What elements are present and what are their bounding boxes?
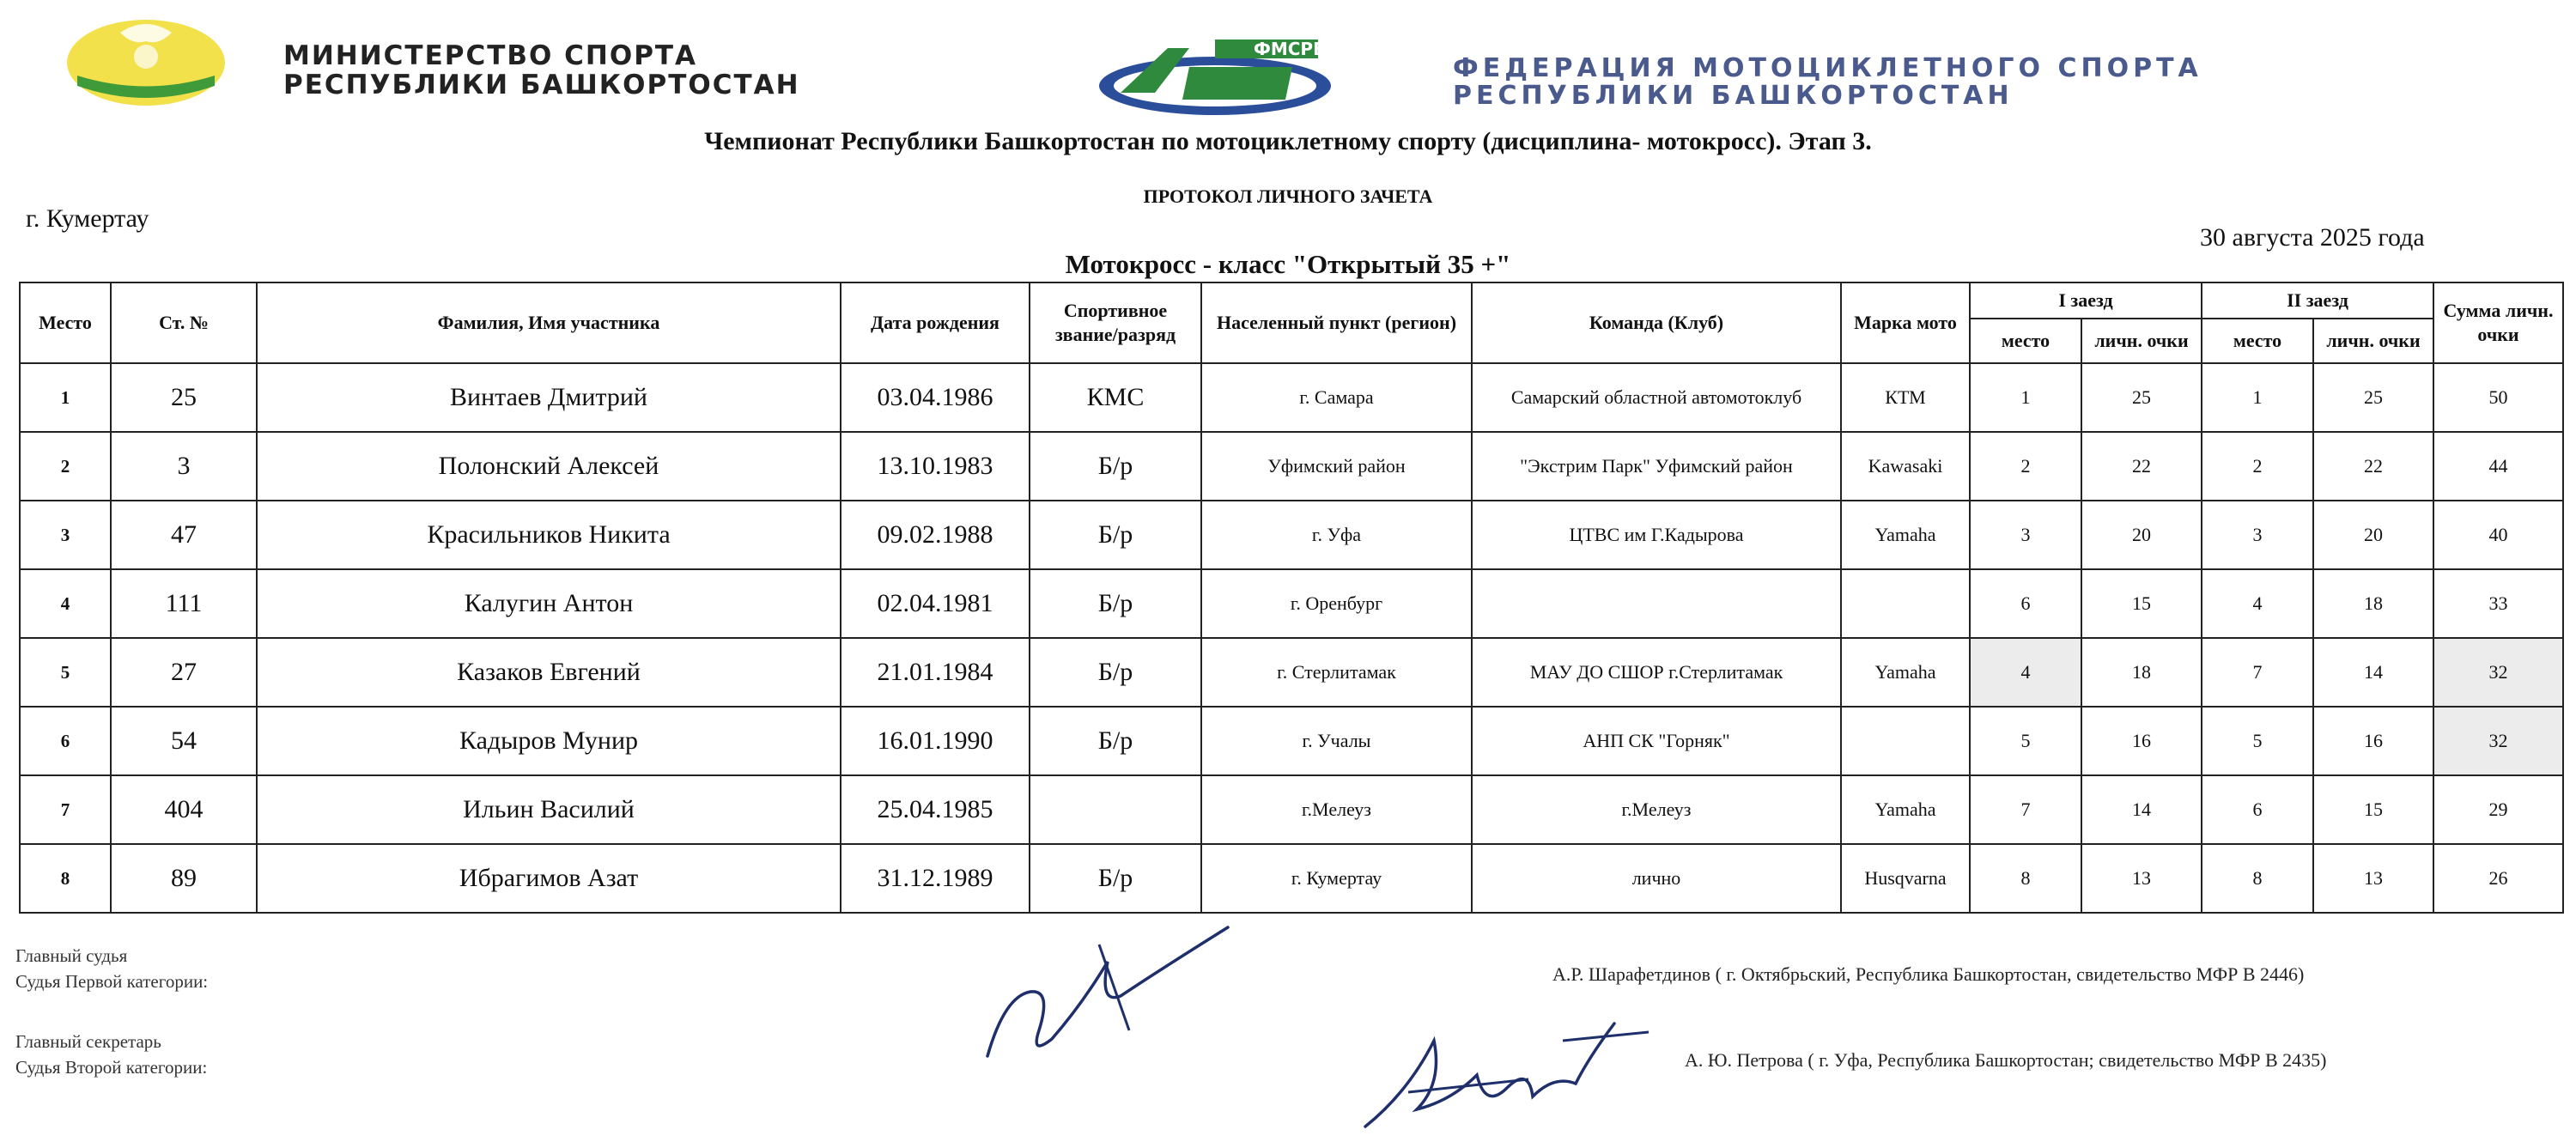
header-race-2-points: личн. очки	[2313, 319, 2433, 363]
event-city: г. Кумертау	[26, 204, 149, 233]
header-team: Команда (Клуб)	[1472, 282, 1841, 363]
table-row	[20, 844, 2563, 913]
cell-birth-date: 25.04.1985	[841, 775, 1030, 844]
cell-place: 7	[20, 775, 111, 844]
cell-brand	[1841, 569, 1970, 638]
cell-race-1-place: 4	[1970, 638, 2081, 707]
cell-place: 4	[20, 569, 111, 638]
header-place: Место	[20, 282, 111, 363]
cell-rank: Б/р	[1030, 432, 1201, 501]
header-race-1: I заезд	[1970, 282, 2202, 319]
cell-rank	[1030, 775, 1201, 844]
cell-team	[1472, 569, 1841, 638]
federation-logo	[1086, 33, 1335, 118]
cell-place: 2	[20, 432, 111, 501]
cell-rank: Б/р	[1030, 501, 1201, 569]
cell-locality: г. Учалы	[1201, 707, 1472, 775]
cell-name: Ибрагимов Азат	[257, 844, 841, 913]
cell-locality: г. Кумертау	[1201, 844, 1472, 913]
cell-total: 26	[2433, 844, 2563, 913]
table-row	[20, 432, 2563, 501]
header-race-1-place: место	[1970, 319, 2081, 363]
cell-race-1-points: 25	[2081, 363, 2202, 432]
federation-line-1: ФЕДЕРАЦИЯ МОТОЦИКЛЕТНОГО СПОРТА	[1453, 53, 2202, 83]
cell-place: 5	[20, 638, 111, 707]
cell-race-1-place: 3	[1970, 501, 2081, 569]
cell-start-number: 89	[111, 844, 257, 913]
secretary-name: А. Ю. Петрова ( г. Уфа, Республика Башкортостан; свидетельство МФР В 2435)	[1685, 1049, 2327, 1071]
cell-locality: Уфимский район	[1201, 432, 1472, 501]
cell-race-2-place: 8	[2202, 844, 2313, 913]
header-race-1-points: личн. очки	[2081, 319, 2202, 363]
cell-race-2-place: 2	[2202, 432, 2313, 501]
chief-judge-name: А.Р. Шарафетдинов ( г. Октябрьский, Республика Башкортостан, свидетельство МФР В 2446)	[1552, 963, 2305, 985]
cell-race-1-points: 20	[2081, 501, 2202, 569]
cell-name: Полонский Алексей	[257, 432, 841, 501]
table-row	[20, 569, 2563, 638]
cell-place: 3	[20, 501, 111, 569]
cell-race-1-place: 5	[1970, 707, 2081, 775]
cell-birth-date: 31.12.1989	[841, 844, 1030, 913]
cell-total: 29	[2433, 775, 2563, 844]
chief-judge-signature	[970, 910, 1245, 1073]
federation-line-2: РЕСПУБЛИКИ БАШКОРТОСТАН	[1453, 81, 2014, 111]
header-brand: Марка мото	[1841, 282, 1970, 363]
cell-race-2-place: 4	[2202, 569, 2313, 638]
cell-place: 8	[20, 844, 111, 913]
cell-race-1-place: 2	[1970, 432, 2081, 501]
ministry-title	[283, 41, 800, 100]
cell-race-1-points: 16	[2081, 707, 2202, 775]
header-name: Фамилия, Имя участника	[257, 282, 841, 363]
federation-title	[1453, 55, 2202, 110]
cell-name: Красильников Никита	[257, 501, 841, 569]
cell-total: 40	[2433, 501, 2563, 569]
cell-race-1-points: 18	[2081, 638, 2202, 707]
cell-race-2-points: 13	[2313, 844, 2433, 913]
header-start-number: Ст. №	[111, 282, 257, 363]
cell-name: Кадыров Мунир	[257, 707, 841, 775]
ministry-line-1: МИНИСТЕРСТВО СПОРТА	[283, 40, 698, 71]
header-race-2-place: место	[2202, 319, 2313, 363]
cell-start-number: 25	[111, 363, 257, 432]
cell-brand: Yamaha	[1841, 501, 1970, 569]
cell-race-2-points: 14	[2313, 638, 2433, 707]
table-row	[20, 363, 2563, 432]
secretary-role	[15, 1029, 207, 1080]
cell-team: лично	[1472, 844, 1841, 913]
cell-race-2-points: 22	[2313, 432, 2433, 501]
cell-rank: КМС	[1030, 363, 1201, 432]
header-rank: Спортивное звание/разряд	[1030, 282, 1201, 363]
cell-race-2-points: 16	[2313, 707, 2433, 775]
cell-race-1-place: 8	[1970, 844, 2081, 913]
protocol-subtitle: ПРОТОКОЛ ЛИЧНОГО ЗАЧЕТА	[1143, 185, 1433, 207]
cell-start-number: 111	[111, 569, 257, 638]
cell-total: 32	[2433, 638, 2563, 707]
logo-text: ФМСРБ	[1254, 39, 1327, 59]
ministry-line-2: РЕСПУБЛИКИ БАШКОРТОСТАН	[283, 70, 800, 100]
cell-brand: Yamaha	[1841, 638, 1970, 707]
cell-name: Винтаев Дмитрий	[257, 363, 841, 432]
header-race-2: II заезд	[2202, 282, 2433, 319]
table-header-row	[20, 282, 2563, 319]
cell-birth-date: 13.10.1983	[841, 432, 1030, 501]
table-row	[20, 775, 2563, 844]
cell-team: МАУ ДО СШОР г.Стерлитамак	[1472, 638, 1841, 707]
cell-brand: Husqvarna	[1841, 844, 1970, 913]
header-birth-date: Дата рождения	[841, 282, 1030, 363]
cell-birth-date: 09.02.1988	[841, 501, 1030, 569]
class-title: Мотокросс - класс "Открытый 35 +"	[1065, 249, 1511, 279]
cell-locality: г. Оренбург	[1201, 569, 1472, 638]
cell-race-2-place: 6	[2202, 775, 2313, 844]
cell-race-2-points: 18	[2313, 569, 2433, 638]
cell-team: ЦТВС им Г.Кадырова	[1472, 501, 1841, 569]
cell-race-2-place: 7	[2202, 638, 2313, 707]
cell-locality: г.Мелеуз	[1201, 775, 1472, 844]
cell-race-2-points: 25	[2313, 363, 2433, 432]
cell-name: Калугин Антон	[257, 569, 841, 638]
cell-rank: Б/р	[1030, 707, 1201, 775]
cell-team: Самарский областной автомотоклуб	[1472, 363, 1841, 432]
cell-birth-date: 16.01.1990	[841, 707, 1030, 775]
cell-locality: г. Самара	[1201, 363, 1472, 432]
secretary-category: Судья Второй категории:	[15, 1057, 208, 1078]
secretary-signature	[1357, 1006, 1666, 1135]
cell-total: 50	[2433, 363, 2563, 432]
cell-race-1-points: 13	[2081, 844, 2202, 913]
cell-total: 32	[2433, 707, 2563, 775]
event-date: 30 августа 2025 года	[2200, 223, 2425, 252]
cell-race-2-place: 3	[2202, 501, 2313, 569]
cell-start-number: 3	[111, 432, 257, 501]
cell-rank: Б/р	[1030, 638, 1201, 707]
chief-judge-role	[15, 943, 208, 994]
cell-place: 6	[20, 707, 111, 775]
cell-total: 33	[2433, 569, 2563, 638]
cell-brand: Kawasaki	[1841, 432, 1970, 501]
cell-race-2-points: 15	[2313, 775, 2433, 844]
header-locality: Населенный пункт (регион)	[1201, 282, 1472, 363]
cell-start-number: 47	[111, 501, 257, 569]
cell-brand	[1841, 707, 1970, 775]
cell-name: Ильин Василий	[257, 775, 841, 844]
cell-rank: Б/р	[1030, 569, 1201, 638]
cell-start-number: 404	[111, 775, 257, 844]
cell-race-2-points: 20	[2313, 501, 2433, 569]
cell-place: 1	[20, 363, 111, 432]
cell-race-1-points: 15	[2081, 569, 2202, 638]
bashkortostan-emblem	[60, 15, 232, 110]
cell-team: г.Мелеуз	[1472, 775, 1841, 844]
cell-locality: г. Уфа	[1201, 501, 1472, 569]
cell-race-1-points: 22	[2081, 432, 2202, 501]
cell-race-1-points: 14	[2081, 775, 2202, 844]
cell-race-1-place: 6	[1970, 569, 2081, 638]
cell-race-2-place: 1	[2202, 363, 2313, 432]
cell-locality: г. Стерлитамак	[1201, 638, 1472, 707]
cell-start-number: 27	[111, 638, 257, 707]
cell-birth-date: 21.01.1984	[841, 638, 1030, 707]
cell-team: "Экстрим Парк" Уфимский район	[1472, 432, 1841, 501]
cell-birth-date: 02.04.1981	[841, 569, 1030, 638]
chief-judge-category: Судья Первой категории:	[15, 971, 209, 992]
cell-race-1-place: 1	[1970, 363, 2081, 432]
cell-total: 44	[2433, 432, 2563, 501]
cell-brand: Yamaha	[1841, 775, 1970, 844]
secretary-title: Главный секретарь	[15, 1031, 161, 1052]
table-row	[20, 638, 2563, 707]
results-table	[19, 282, 2564, 914]
cell-brand: КТМ	[1841, 363, 1970, 432]
chief-judge-title: Главный судья	[15, 945, 128, 966]
header-total: Сумма личн. очки	[2433, 282, 2563, 363]
championship-title: Чемпионат Республики Башкортостан по мотоциклетному спорту (дисциплина- мотокросс). Этап 3.	[704, 127, 1872, 155]
cell-team: АНП СК "Горняк"	[1472, 707, 1841, 775]
cell-name: Казаков Евгений	[257, 638, 841, 707]
cell-race-1-place: 7	[1970, 775, 2081, 844]
table-row	[20, 501, 2563, 569]
cell-start-number: 54	[111, 707, 257, 775]
cell-race-2-place: 5	[2202, 707, 2313, 775]
table-row	[20, 707, 2563, 775]
cell-birth-date: 03.04.1986	[841, 363, 1030, 432]
cell-rank: Б/р	[1030, 844, 1201, 913]
